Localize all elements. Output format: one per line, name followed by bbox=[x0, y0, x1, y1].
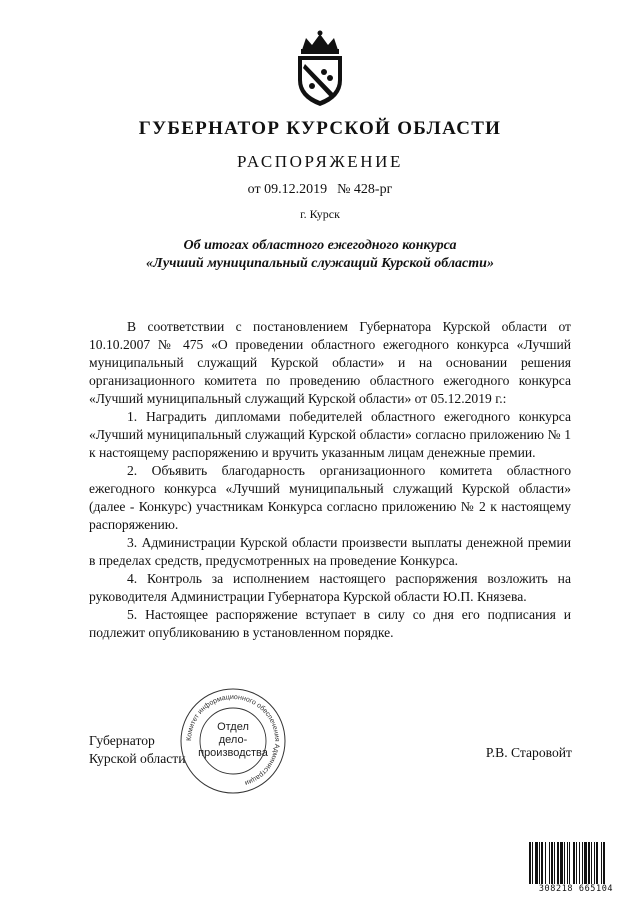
barcode-bar bbox=[569, 842, 570, 884]
signatory-name: Р.В. Старовойт bbox=[485, 745, 572, 760]
barcode-bar bbox=[584, 842, 587, 884]
clause-1: 1. Наградить дипломами победителей областного ежегодного конкурса «Лучший муниципальный служащий Курской области» согласно приложению № 1 к настоящему распоряжению и вручить указанным лицам денежные премии. bbox=[89, 409, 571, 460]
clause-3: 3. Администрации Курской области произвести выплаты денежной премии в пределах средств, предусмотренных на проведение Конкурса. bbox=[89, 535, 571, 568]
barcode-bar bbox=[539, 842, 540, 884]
barcode-bar bbox=[529, 842, 531, 884]
barcode-bar bbox=[596, 842, 598, 884]
barcode-bar bbox=[541, 842, 543, 884]
stamp-center-text bbox=[178, 721, 288, 760]
stamp-ring-text: Комитет информационного обеспечения Администрации bbox=[185, 693, 281, 787]
barcode-icon bbox=[528, 842, 624, 884]
stamp-line-3: производства bbox=[198, 747, 268, 759]
barcode-bar bbox=[603, 842, 605, 884]
barcode-bar bbox=[545, 842, 546, 884]
barcode-bar bbox=[582, 842, 583, 884]
barcode-bar bbox=[567, 842, 568, 884]
document-subject bbox=[0, 237, 640, 273]
barcode-bar bbox=[573, 842, 575, 884]
stamp-line-2: дело- bbox=[218, 734, 248, 746]
document-date: от 09.12.2019 bbox=[247, 182, 328, 197]
barcode-bar bbox=[560, 842, 563, 884]
coat-of-arms-icon bbox=[288, 28, 352, 108]
document-number: № 428-рг bbox=[337, 182, 393, 197]
barcode-number: 308218 665104 bbox=[538, 884, 614, 894]
document-city: г. Курск bbox=[300, 207, 340, 221]
barcode-bar bbox=[564, 842, 565, 884]
subject-line-1: Об итогах областного ежегодного конкурса bbox=[183, 238, 457, 253]
clause-5: 5. Настоящее распоряжение вступает в силу со дня его подписания и подлежит опубликованию в установленном порядке. bbox=[89, 607, 571, 640]
clause-2: 2. Объявить благодарность организационного комитета областного ежегодного конкурса «Лучший муниципальный служащий Курской области» (далее - Конкурс) участникам Конкурса согласно приложению № 2 к настоящему распоряжению. bbox=[89, 463, 571, 532]
barcode-bar bbox=[601, 842, 602, 884]
subject-line-2: «Лучший муниципальный служащий Курской области» bbox=[146, 256, 494, 271]
document-type: РАСПОРЯЖЕНИЕ bbox=[236, 152, 404, 171]
barcode-bar bbox=[549, 842, 550, 884]
clause-4: 4. Контроль за исполнением настоящего распоряжения возложить на руководителя Администрации Губернатора Курской области Ю.П. Князева. bbox=[89, 571, 571, 604]
position-line-1: Губернатор bbox=[89, 733, 155, 748]
barcode-bar bbox=[576, 842, 577, 884]
barcode-bar bbox=[557, 842, 559, 884]
signatory-position bbox=[89, 732, 186, 768]
barcode-bar bbox=[579, 842, 580, 884]
barcode-bar bbox=[532, 842, 533, 884]
barcode-bar bbox=[554, 842, 555, 884]
document-date-number bbox=[0, 182, 640, 198]
preamble-paragraph: В соответствии с постановлением Губернатора Курской области от 10.10.2007 № 475 «О проведении областного ежегодного конкурса «Лучший муниципальный служащий Курской области» и на основании решения организационного комитета по проведению областного ежегодного конкурса «Лучший муниципальный служащий Курской области» от 05.12.2019 г.: bbox=[89, 319, 571, 406]
stamp-line-1: Отдел bbox=[217, 721, 249, 733]
barcode-bar bbox=[594, 842, 595, 884]
barcode-bar bbox=[588, 842, 590, 884]
barcode-bar bbox=[591, 842, 592, 884]
document-body bbox=[89, 318, 571, 642]
barcode-bar bbox=[551, 842, 553, 884]
org-title: ГУБЕРНАТОР КУРСКОЙ ОБЛАСТИ bbox=[138, 118, 502, 139]
barcode-bar bbox=[535, 842, 538, 884]
position-line-2: Курской области bbox=[89, 751, 186, 766]
